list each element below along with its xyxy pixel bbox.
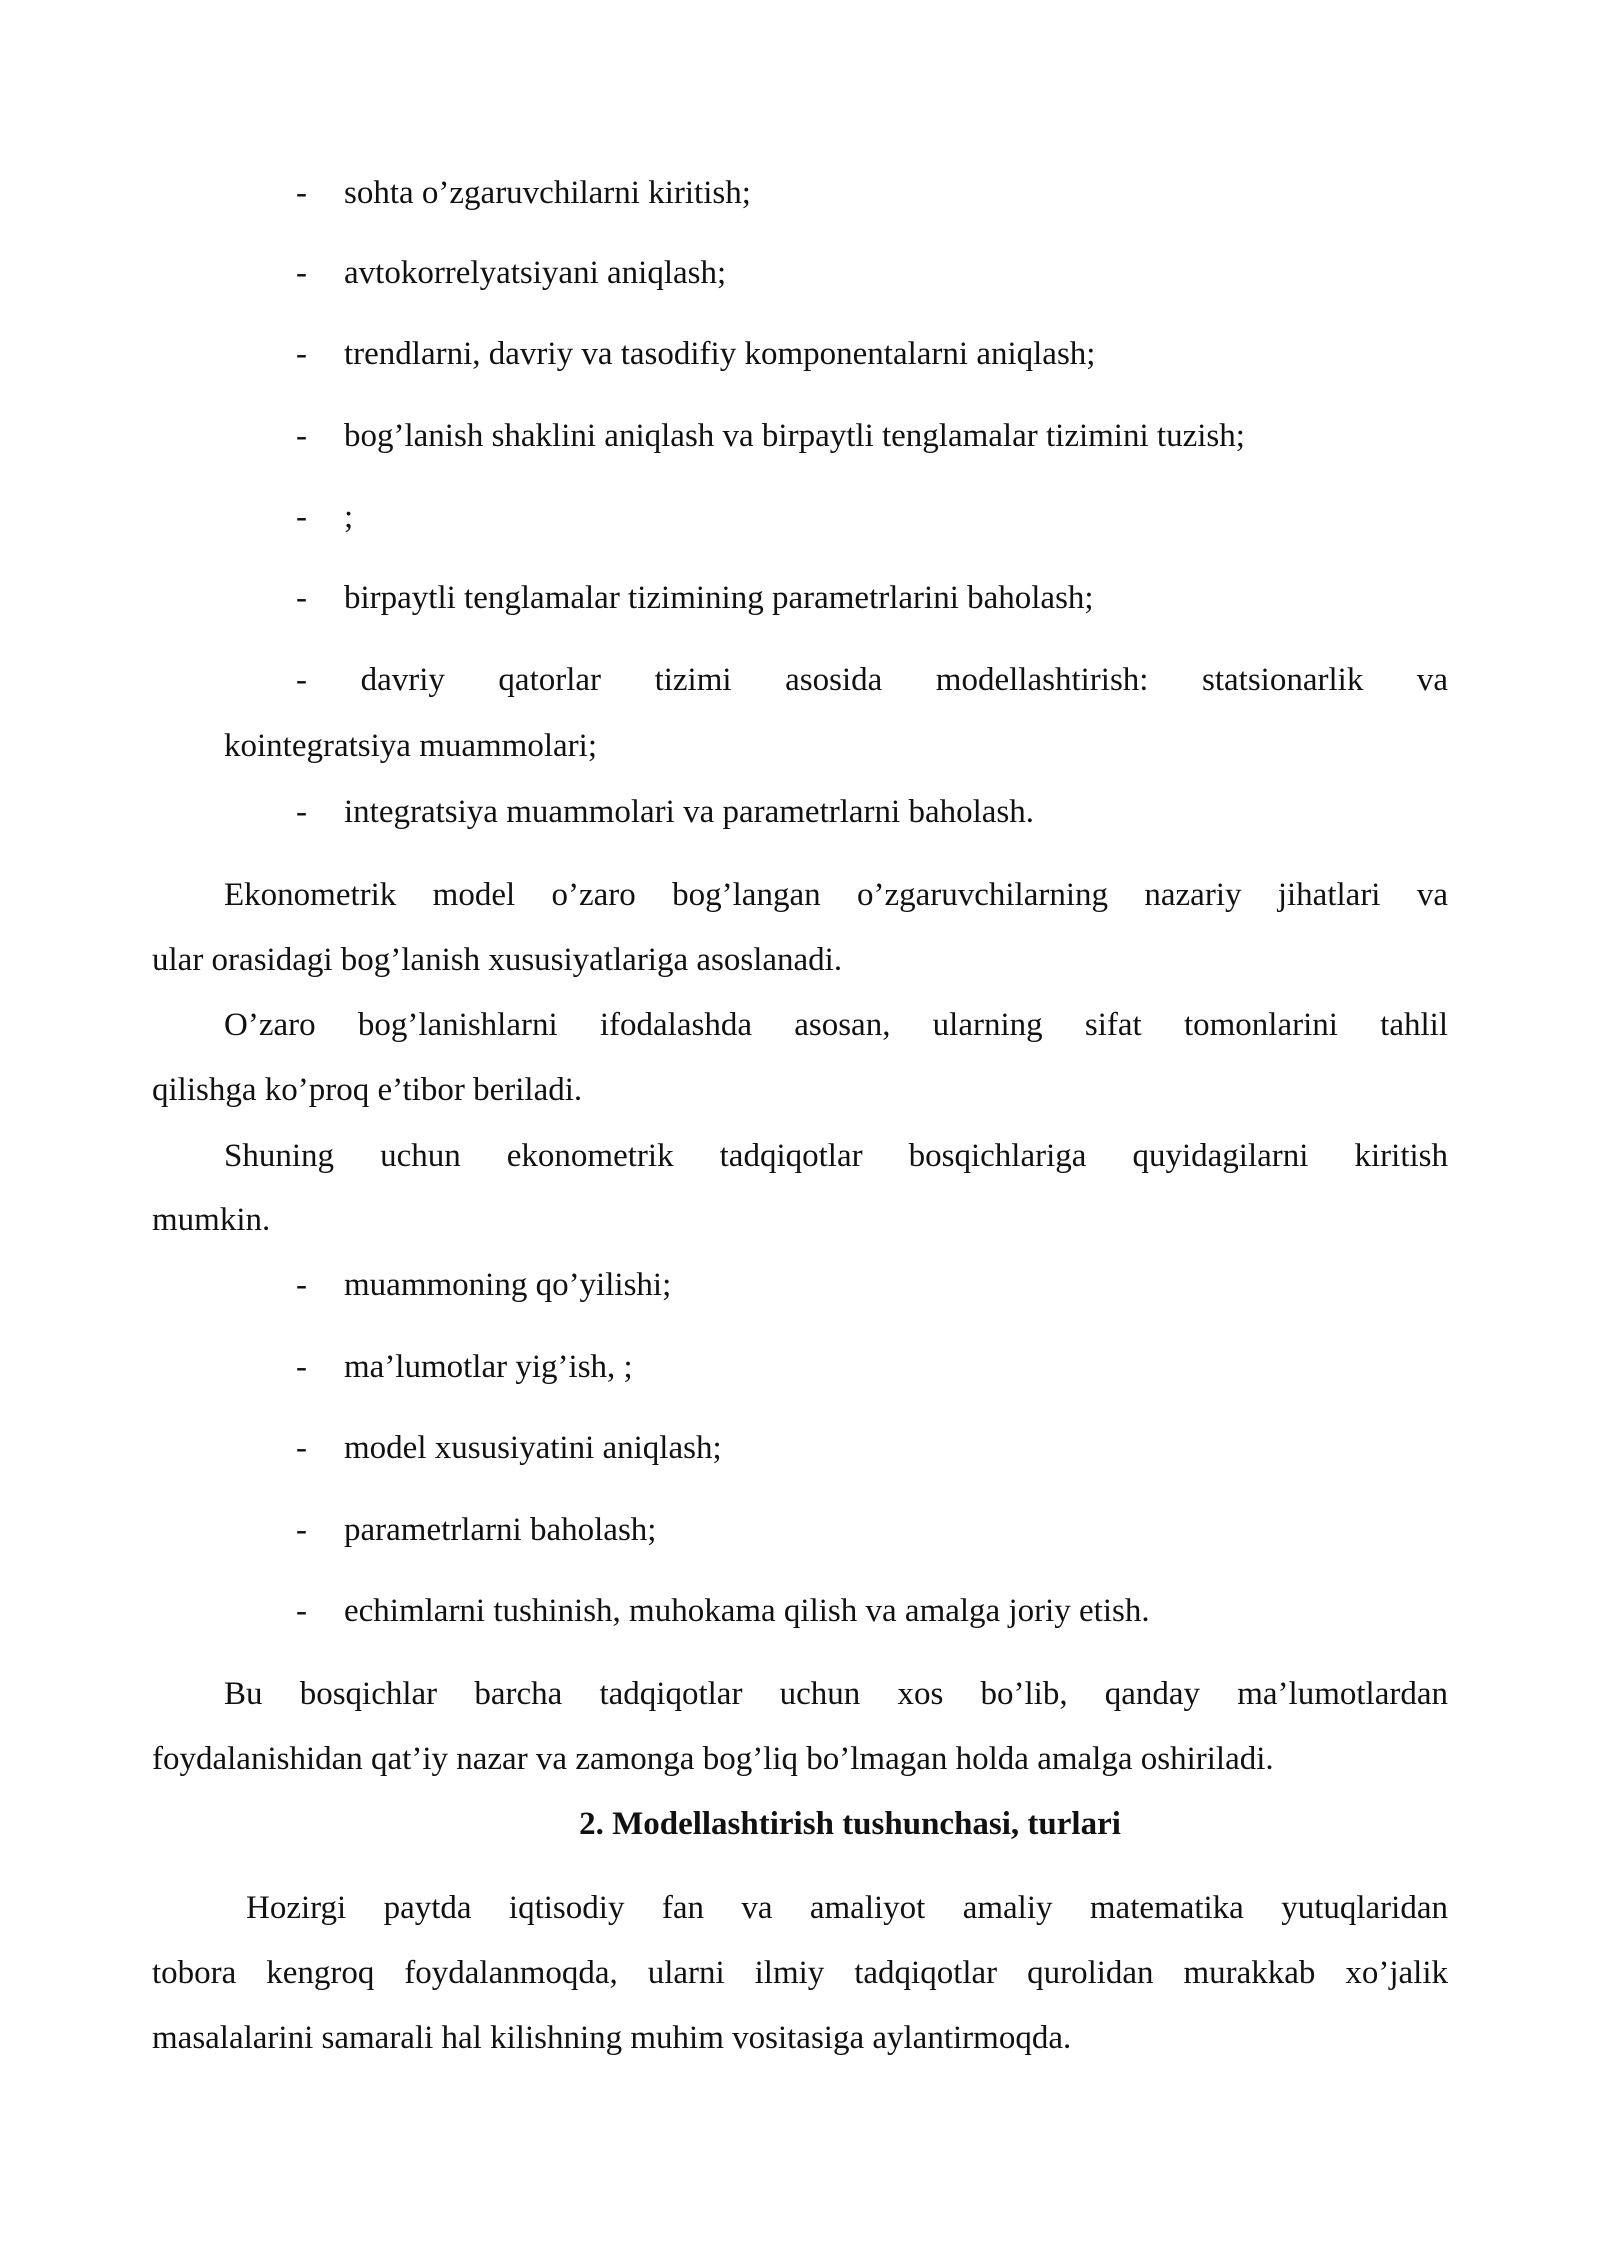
list-item (296, 253, 1456, 293)
list-item-text: parametrlarni baholash; (344, 1512, 657, 1548)
paragraph-line: qilishga ko’proq e’tibor beriladi. (152, 1072, 583, 1108)
list-item-text: avtokorrelyatsiyani aniqlash; (344, 255, 727, 291)
bullet-dash: - (296, 175, 307, 211)
section-heading: 2. Modellashtirish tushunchasi, turlari (579, 1806, 1121, 1842)
list-item-text: integratsiya muammolari va parametrlarni baholash. (344, 794, 1035, 830)
list-item (296, 1347, 1456, 1387)
list-item-text: davriy qatorlar tizimi asosida modellashtirish: statsionarlik va (360, 662, 1449, 698)
bullet-dash: - (296, 1512, 307, 1548)
bullet-dash: - (296, 1430, 307, 1466)
paragraph-line: Hozirgi paytda iqtisodiy fan va amaliyot amaliy matematika yutuqlaridan (246, 1890, 1448, 1926)
list-item (296, 497, 1456, 537)
list-item (296, 792, 1456, 832)
list-item (296, 1265, 1456, 1305)
paragraph-line: ular orasidagi bog’lanish xususiyatlariga asoslanadi. (152, 942, 843, 978)
list-item-text: birpaytli tenglamalar tizimining parametrlarini baholash; (344, 580, 1094, 616)
list-item-text: ; (344, 499, 354, 535)
bullet-dash: - (296, 418, 307, 454)
bullet-dash: - (296, 662, 307, 698)
paragraph-line: tobora kengroq foydalanmoqda, ularni ilmiy tadqiqotlar qurolidan murakkab xo’jalik (152, 1955, 1448, 1991)
bullet-dash: - (296, 1349, 307, 1385)
list-item-text: ma’lumotlar yig’ish, ; (344, 1349, 633, 1385)
bullet-dash: - (296, 1593, 307, 1629)
bullet-dash: - (296, 336, 307, 372)
list-item-text: bog’lanish shaklini aniqlash va birpaytli tenglamalar tizimini tuzish; (344, 418, 1245, 454)
bullet-dash: - (296, 1267, 307, 1303)
paragraph-line: O’zaro bog’lanishlarni ifodalashda asosan, ularning sifat tomonlarini tahlil (224, 1007, 1448, 1043)
list-item-wrapped-line1 (296, 660, 1448, 700)
list-item-text: trendlarni, davriy va tasodifiy komponentalarni aniqlash; (344, 336, 1096, 372)
list-item-text: sohta o’zgaruvchilarni kiritish; (344, 175, 751, 211)
list-item-wrapped-line2: kointegratsiya muammolari; (224, 728, 597, 764)
bullet-dash: - (296, 580, 307, 616)
bullet-dash: - (296, 255, 307, 291)
list-item (296, 1510, 1456, 1550)
bullet-dash: - (296, 499, 307, 535)
bullet-dash: - (296, 794, 307, 830)
list-item-text: muammoning qo’yilishi; (344, 1267, 672, 1303)
list-item (296, 416, 1456, 456)
list-item (296, 1428, 1456, 1468)
paragraph-line: Bu bosqichlar barcha tadqiqotlar uchun xos bo’lib, qanday ma’lumotlardan (224, 1676, 1448, 1712)
list-item (296, 334, 1456, 374)
list-item (296, 1591, 1456, 1631)
paragraph-line: Shuning uchun ekonometrik tadqiqotlar bosqichlariga quyidagilarni kiritish (224, 1138, 1448, 1174)
paragraph-line: mumkin. (152, 1202, 271, 1238)
paragraph-line: masalalarini samarali hal kilishning muhim vositasiga aylantirmoqda. (152, 2020, 1072, 2056)
list-item-text: model xususiyatini aniqlash; (344, 1430, 722, 1466)
paragraph-line: foydalanishidan qat’iy nazar va zamonga bog’liq bo’lmagan holda amalga oshiriladi. (152, 1741, 1274, 1777)
list-item (296, 578, 1456, 618)
paragraph-line: Ekonometrik model o’zaro bog’langan o’zgaruvchilarning nazariy jihatlari va (224, 877, 1448, 913)
list-item (296, 173, 1456, 213)
list-item-text: echimlarni tushinish, muhokama qilish va amalga joriy etish. (344, 1593, 1150, 1629)
